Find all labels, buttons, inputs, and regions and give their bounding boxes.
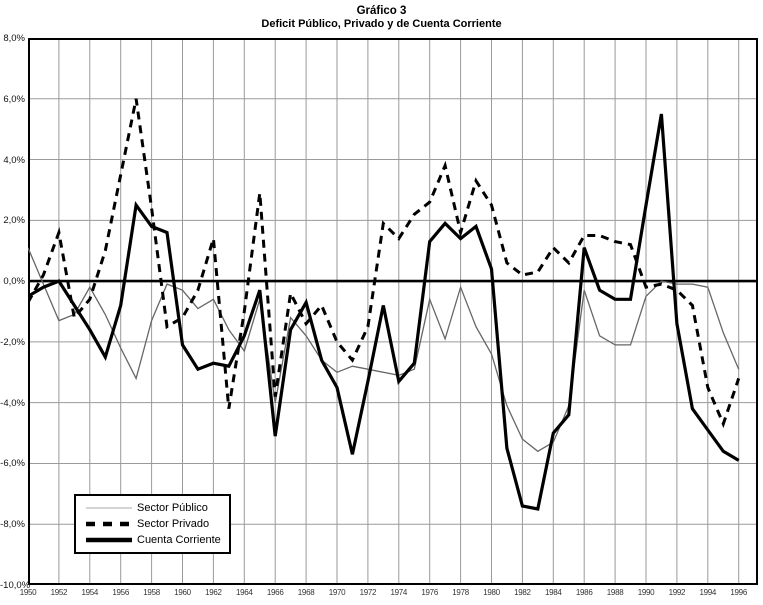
legend-item-cuenta-corriente xyxy=(84,532,221,548)
x-tick-label: 1996 xyxy=(730,588,747,597)
x-tick-label: 1994 xyxy=(699,588,717,597)
x-tick-label: 1954 xyxy=(81,588,99,597)
legend-item-sector-p-blico xyxy=(84,500,221,516)
title-block xyxy=(0,5,763,31)
y-tick-label: -6,0% xyxy=(0,458,25,470)
legend-marker-thick xyxy=(84,533,134,547)
x-tick-label: 1990 xyxy=(637,588,655,597)
x-tick-label: 1956 xyxy=(112,588,129,597)
legend xyxy=(74,494,231,554)
y-tick-label: 4,0% xyxy=(3,154,25,166)
y-tick-label: -10,0% xyxy=(0,580,31,591)
y-tick-label: 6,0% xyxy=(3,93,25,105)
y-tick-label: -4,0% xyxy=(0,397,25,409)
x-tick-label: 1970 xyxy=(328,588,346,597)
chart-subtitle: Deficit Público, Privado y de Cuenta Corriente xyxy=(261,18,502,30)
x-tick-label: 1968 xyxy=(297,588,315,597)
x-tick-label: 1976 xyxy=(421,588,438,597)
x-tick-label: 1992 xyxy=(668,588,686,597)
x-tick-label: 1974 xyxy=(390,588,408,597)
x-tick-label: 1964 xyxy=(235,588,253,597)
x-tick-label: 1952 xyxy=(50,588,68,597)
legend-label: Cuenta Corriente xyxy=(137,534,221,546)
x-tick-label: 1960 xyxy=(174,588,191,597)
x-tick-label: 1982 xyxy=(514,588,531,597)
x-tick-label: 1984 xyxy=(544,588,562,597)
legend-item-sector-privado xyxy=(84,516,221,532)
x-tick-label: 1986 xyxy=(575,588,593,597)
x-tick-label: 1966 xyxy=(266,588,284,597)
x-tick-label: 1980 xyxy=(483,588,500,597)
x-tick-label: 1978 xyxy=(452,588,469,597)
x-tick-label: 1988 xyxy=(606,588,624,597)
x-tick-label: 1972 xyxy=(359,588,377,597)
y-tick-label: 2,0% xyxy=(3,215,25,227)
series-line-cuenta-corriente xyxy=(28,114,739,509)
y-tick-label: -2,0% xyxy=(0,336,25,348)
y-tick-label: 0,0% xyxy=(3,276,25,288)
x-tick-label: 1962 xyxy=(205,588,222,597)
legend-marker-dashed xyxy=(84,517,134,531)
x-tick-label: 1958 xyxy=(143,588,160,597)
series-line-sector-p-blico xyxy=(28,248,739,452)
legend-label: Sector Público xyxy=(137,502,208,514)
chart-title: Gráfico 3 xyxy=(356,5,407,17)
legend-marker-thin xyxy=(84,501,134,515)
x-tick-label: 1950 xyxy=(19,588,37,597)
legend-label: Sector Privado xyxy=(137,518,210,530)
y-tick-label: 8,0% xyxy=(3,33,25,44)
y-tick-label: -8,0% xyxy=(0,519,25,531)
